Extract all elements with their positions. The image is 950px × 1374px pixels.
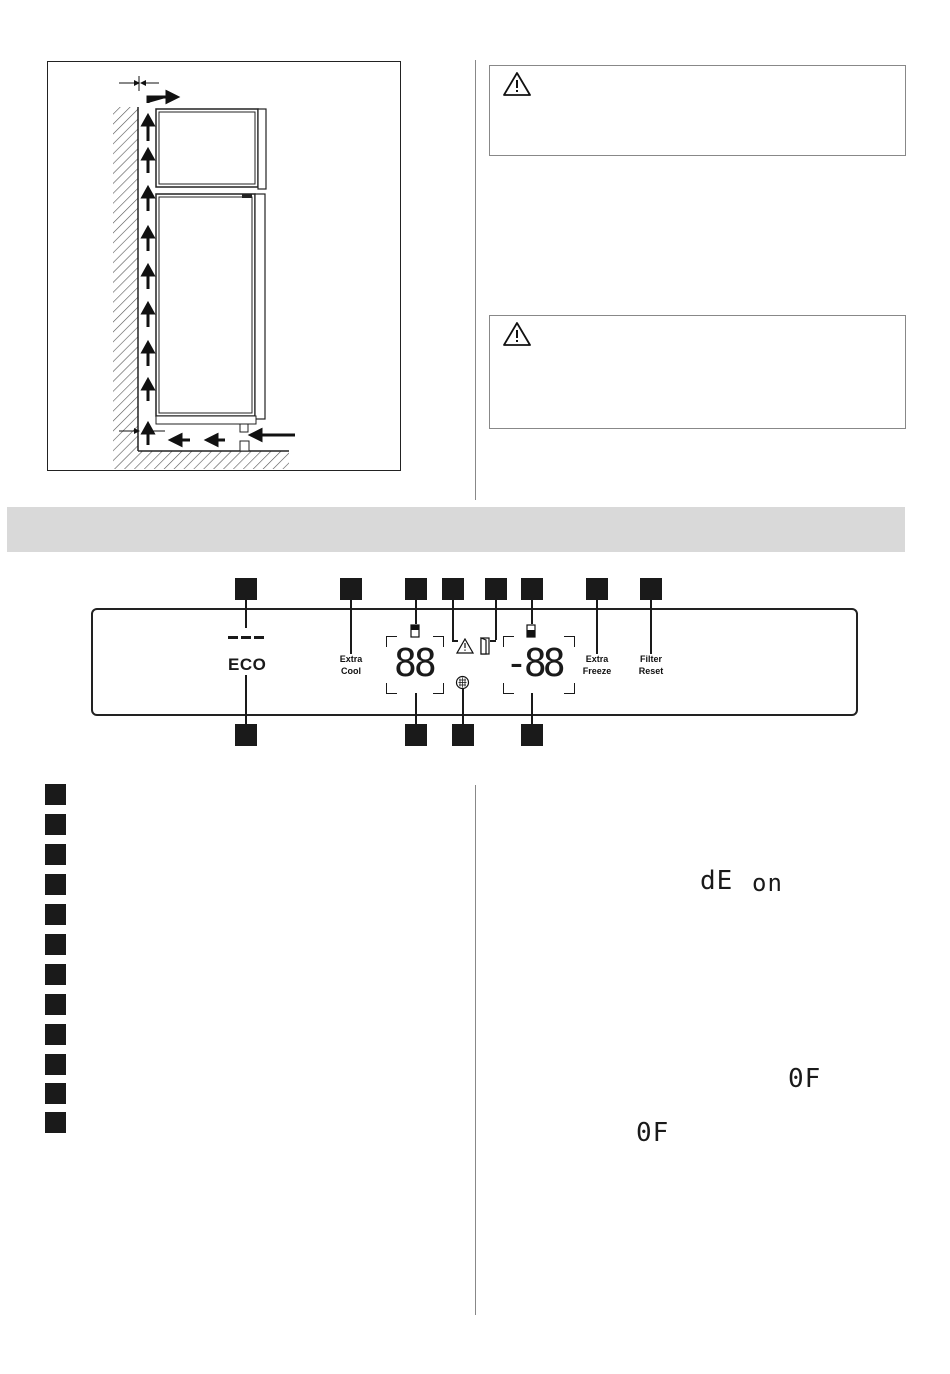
- leader-line: [245, 675, 247, 724]
- leader-line: [650, 600, 652, 654]
- fridge-door: [255, 194, 265, 419]
- code-of-display-1: 0F: [788, 1064, 822, 1094]
- wall-hatch: [113, 107, 138, 451]
- leader-line: [495, 600, 497, 640]
- legend-item-box: [45, 844, 66, 865]
- freezer-cabinet: [156, 109, 258, 187]
- warning-box-1: [489, 65, 906, 156]
- callout-box: [452, 724, 474, 746]
- airflow-exit-arrow: [148, 92, 177, 103]
- leader-line: [596, 600, 598, 654]
- callout-box: [340, 578, 362, 600]
- airflow-inflow-arrows: [171, 430, 295, 445]
- eco-button-label[interactable]: ECO: [228, 655, 267, 674]
- column-divider-top: [475, 60, 476, 500]
- fridge-cabinet: [156, 194, 255, 416]
- callout-box: [521, 578, 543, 600]
- extra-cool-button-label[interactable]: Extra Cool: [339, 654, 363, 676]
- legend-item-box: [45, 994, 66, 1015]
- floor-hatch: [113, 451, 289, 469]
- callout-box: [405, 578, 427, 600]
- legend-item-box: [45, 934, 66, 955]
- alarm-triangle-icon: [456, 638, 474, 654]
- callout-box: [235, 724, 257, 746]
- legend-item-box: [45, 874, 66, 895]
- legend-item-box: [45, 964, 66, 985]
- leader-line: [415, 693, 417, 724]
- door-open-icon: [480, 637, 492, 655]
- warning-triangle-icon: [502, 71, 532, 97]
- extra-freeze-button-label[interactable]: Extra Freeze: [582, 654, 612, 676]
- legend-item-box: [45, 814, 66, 835]
- leader-line: [415, 600, 417, 624]
- control-panel: [91, 608, 858, 716]
- leader-line: [350, 600, 352, 654]
- legend-item-box: [45, 1112, 66, 1133]
- callout-box: [405, 724, 427, 746]
- callout-box: [442, 578, 464, 600]
- callout-box: [586, 578, 608, 600]
- freezer-door: [258, 109, 266, 189]
- callout-box: [640, 578, 662, 600]
- code-of-display-2: 0F: [636, 1118, 670, 1148]
- legend-item-box: [45, 1024, 66, 1045]
- filter-reset-button-label[interactable]: Filter Reset: [638, 654, 664, 676]
- callout-box: [485, 578, 507, 600]
- section-heading-band: [7, 507, 905, 552]
- leader-line: [531, 693, 533, 724]
- fridge-compartment-icon: [410, 624, 420, 638]
- callout-box: [235, 578, 257, 600]
- legend-item-box: [45, 784, 66, 805]
- eco-indicator-dash: [228, 636, 238, 639]
- leader-line: [531, 600, 533, 624]
- callout-box: [521, 724, 543, 746]
- leader-line: [462, 689, 464, 724]
- eco-indicator-dash: [241, 636, 251, 639]
- fridge-temperature-display: 88: [394, 641, 434, 685]
- airflow-arrows-up: [143, 116, 153, 445]
- legend-item-box: [45, 1054, 66, 1075]
- leader-line: [245, 600, 247, 628]
- warning-box-2: [489, 315, 906, 429]
- legend-item-box: [45, 904, 66, 925]
- code-de-display: dE: [700, 866, 734, 896]
- warning-triangle-icon: [502, 321, 532, 347]
- filter-icon: [455, 675, 470, 690]
- freezer-temperature-display: -88: [505, 641, 562, 685]
- airflow-diagram: [47, 61, 401, 471]
- column-divider-bottom: [475, 785, 476, 1315]
- eco-indicator-dash: [254, 636, 264, 639]
- legend-item-box: [45, 1083, 66, 1104]
- code-on-display: on: [752, 869, 783, 897]
- leader-line: [452, 600, 454, 640]
- freezer-compartment-icon: [526, 624, 536, 638]
